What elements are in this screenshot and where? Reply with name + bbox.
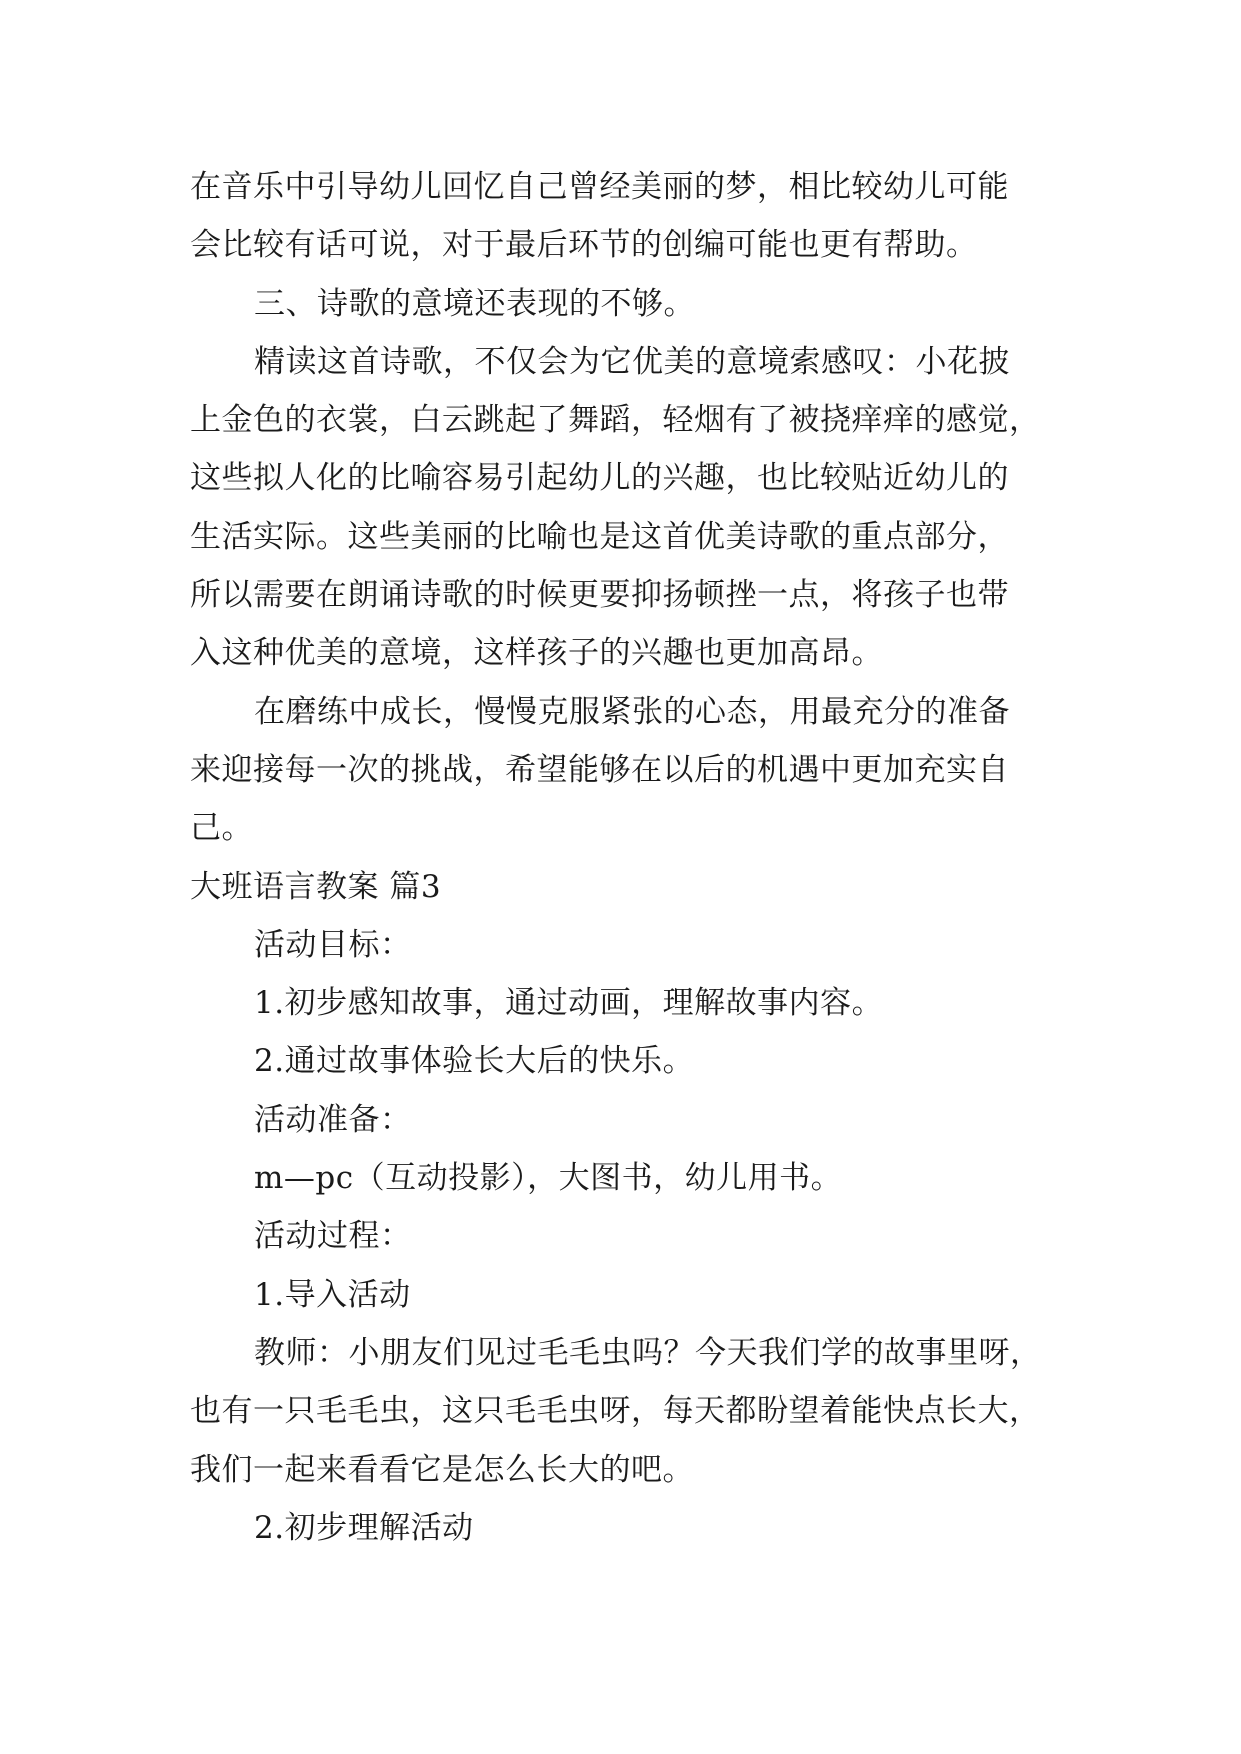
paragraph-line: 这些拟人化的比喻容易引起幼儿的兴趣，也比较贴近幼儿的	[190, 460, 1009, 497]
list-item: 2.通过故事体验长大后的快乐。	[254, 1043, 695, 1080]
lesson-title: 大班语言教案 篇3	[190, 868, 442, 905]
activity-goals-label: 活动目标：	[254, 926, 412, 963]
paragraph-line: 我们一起来看看它是怎么长大的吧。	[190, 1451, 694, 1488]
list-item: 2.初步理解活动	[254, 1509, 474, 1546]
paragraph-line: 教师：小朋友们见过毛毛虫吗？今天我们学的故事里呀，	[254, 1334, 1042, 1371]
document-page	[190, 158, 1070, 1557]
paragraph-line: 精读这首诗歌，不仅会为它优美的意境索感叹：小花披	[254, 343, 1010, 380]
activity-process-label: 活动过程：	[254, 1218, 412, 1255]
paragraph-line: 上金色的衣裳，白云跳起了舞蹈，轻烟有了被挠痒痒的感觉，	[190, 402, 1041, 439]
activity-prep-label: 活动准备：	[254, 1101, 412, 1138]
paragraph-line: 也有一只毛毛虫，这只毛毛虫呀，每天都盼望着能快点长大，	[190, 1393, 1041, 1430]
paragraph-line: 所以需要在朗诵诗歌的时候更要抑扬顿挫一点，将孩子也带	[190, 577, 1009, 614]
list-item: 1.初步感知故事，通过动画，理解故事内容。	[254, 985, 884, 1022]
paragraph-line: m—pc（互动投影），大图书，幼儿用书。	[254, 1160, 843, 1197]
paragraph-line: 来迎接每一次的挑战，希望能够在以后的机遇中更加充实自	[190, 751, 1009, 788]
paragraph-line: 己。	[190, 810, 253, 847]
paragraph-line: 在磨练中成长，慢慢克服紧张的心态，用最充分的准备	[254, 693, 1010, 730]
paragraph-line: 在音乐中引导幼儿回忆自己曾经美丽的梦，相比较幼儿可能	[190, 169, 1009, 205]
list-item: 1.导入活动	[254, 1276, 411, 1313]
section-heading: 三、诗歌的意境还表现的不够。	[254, 285, 695, 322]
paragraph-line: 入这种优美的意境，这样孩子的兴趣也更加高昂。	[190, 635, 883, 672]
paragraph-line: 生活实际。这些美丽的比喻也是这首优美诗歌的重点部分，	[190, 518, 1009, 555]
paragraph-line: 会比较有话可说，对于最后环节的创编可能也更有帮助。	[190, 227, 978, 264]
